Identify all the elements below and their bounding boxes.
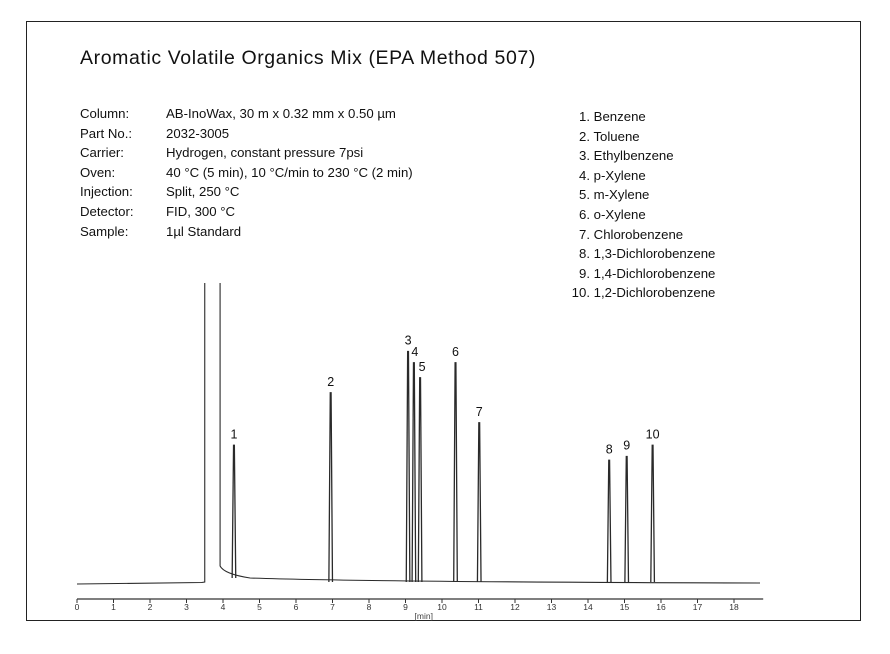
x-tick-label: 1: [111, 602, 116, 612]
legend-number: 7.: [579, 226, 590, 242]
peak-label-2: 2: [327, 374, 335, 389]
legend-compound: o-Xylene: [593, 206, 646, 222]
legend-compound: Benzene: [593, 109, 646, 124]
condition-value: Hydrogen, constant pressure 7psi: [166, 145, 364, 161]
condition-value: FID, 300 °C: [166, 203, 236, 219]
peak-label-6: 6: [452, 344, 459, 359]
legend-number: 9.: [579, 265, 590, 281]
x-tick-label: 17: [692, 602, 703, 612]
peak-10: [651, 445, 655, 582]
peak-label-1: 1: [230, 427, 238, 442]
x-tick-label: 5: [257, 602, 262, 612]
x-tick-label: 6: [293, 602, 299, 612]
condition-label: Injection:: [80, 184, 133, 200]
condition-label: Detector:: [80, 203, 134, 219]
peak-traces: [232, 352, 654, 583]
peak-8: [607, 460, 611, 582]
condition-value: Split, 250 °C: [166, 184, 240, 200]
x-tick-label: 11: [474, 602, 483, 612]
x-axis-ticks: [75, 599, 739, 612]
condition-label: Sample:: [80, 223, 129, 239]
condition-value: 1µl Standard: [166, 223, 242, 239]
peak-labels: [230, 334, 659, 457]
legend-compound: Ethylbenzene: [593, 148, 674, 164]
peak-label-5: 5: [418, 359, 426, 374]
peak-4: [412, 363, 416, 582]
peak-1: [232, 445, 236, 578]
condition-value: 2032-3005: [166, 125, 230, 141]
peak-label-3: 3: [404, 333, 412, 348]
x-tick-label: 13: [546, 602, 557, 612]
legend-number: 8.: [579, 246, 590, 262]
x-tick-label: 3: [184, 602, 189, 612]
peak-2: [329, 393, 333, 582]
chart-title: Aromatic Volatile Organics Mix (EPA Method 507): [80, 47, 536, 69]
x-tick-label: 9: [403, 602, 408, 612]
condition-label: Carrier:: [80, 145, 124, 161]
peak-label-8: 8: [605, 442, 613, 457]
x-tick-label: 18: [729, 602, 739, 612]
x-tick-label: 2: [147, 602, 153, 612]
legend-number: 3.: [579, 148, 590, 164]
condition-label: Column:: [80, 106, 130, 121]
legend-number: 4.: [579, 167, 590, 183]
x-tick-label: 15: [619, 602, 630, 612]
legend-compound: Chlorobenzene: [593, 226, 684, 242]
legend-compound: 1,3-Dichlorobenzene: [593, 246, 716, 262]
legend-compound: p-Xylene: [593, 167, 646, 183]
x-tick-label: 16: [656, 602, 666, 612]
x-tick-label: 0: [74, 602, 80, 612]
legend-compound: m-Xylene: [593, 187, 650, 203]
condition-label: Part No.:: [80, 125, 133, 141]
condition-label: Oven:: [80, 164, 116, 180]
x-axis-title: [min]: [414, 611, 433, 621]
legend-compound: Toluene: [593, 128, 640, 144]
legend-number: 5.: [579, 187, 590, 203]
peak-label-4: 4: [411, 344, 419, 359]
legend-compound: 1,2-Dichlorobenzene: [593, 285, 716, 301]
condition-value: 40 °C (5 min), 10 °C/min to 230 °C (2 min): [166, 164, 413, 180]
legend-number: 2.: [579, 128, 590, 144]
x-tick-label: 12: [510, 602, 520, 612]
legend-number: 10.: [571, 285, 590, 301]
legend-number: 1.: [579, 109, 590, 124]
legend-number: 6.: [579, 206, 590, 222]
x-tick-label: 7: [330, 602, 335, 612]
peak-label-10: 10: [645, 427, 660, 442]
peak-7: [477, 423, 481, 582]
peak-5: [418, 378, 422, 582]
legend-compound: 1,4-Dichlorobenzene: [593, 265, 716, 281]
condition-value: AB-InoWax, 30 m x 0.32 mm x 0.50 µm: [166, 106, 396, 121]
x-tick-label: 10: [437, 602, 447, 612]
x-tick-label: 4: [220, 602, 226, 612]
x-tick-label: 14: [583, 602, 593, 612]
peak-9: [625, 457, 629, 583]
peak-label-9: 9: [623, 438, 631, 453]
peak-6: [454, 363, 458, 582]
peak-3: [406, 352, 410, 583]
peak-label-7: 7: [475, 404, 483, 419]
x-tick-label: 8: [366, 602, 372, 612]
